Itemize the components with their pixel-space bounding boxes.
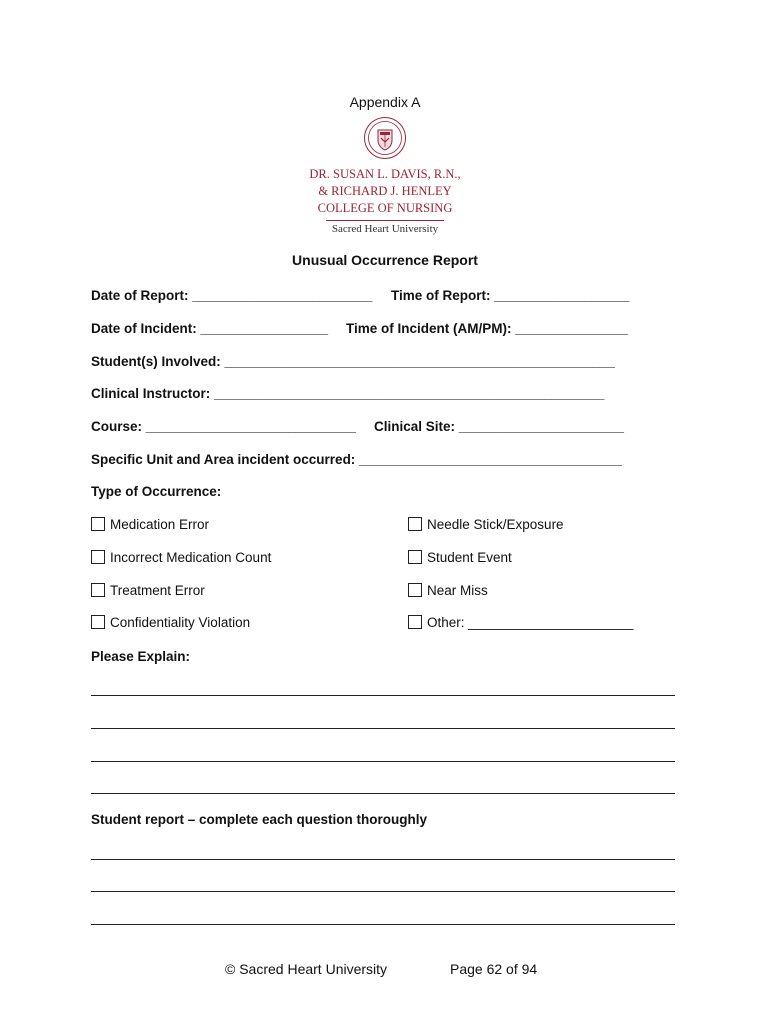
checkbox-confidentiality-violation[interactable] <box>91 615 250 631</box>
clinical-instructor-field[interactable]: Clinical Instructor: ____________________________________________________ <box>91 386 605 401</box>
university-seal-icon <box>363 116 407 160</box>
checkbox-icon[interactable] <box>91 583 105 597</box>
checkbox-needle-stick[interactable] <box>408 517 564 533</box>
checkbox-label: Student Event <box>427 550 512 565</box>
checkbox-student-event[interactable] <box>408 550 512 566</box>
explain-line[interactable] <box>91 793 675 794</box>
date-of-report-field[interactable]: Date of Report: ________________________ <box>91 288 373 303</box>
course-field[interactable]: Course: ____________________________ <box>91 419 356 434</box>
student-report-line[interactable] <box>91 891 675 892</box>
student-report-heading: Student report – complete each question thoroughly <box>91 812 428 827</box>
checkbox-icon[interactable] <box>408 550 422 564</box>
college-line-3: COLLEGE OF NURSING <box>317 201 453 215</box>
checkbox-medication-error[interactable] <box>91 517 209 533</box>
date-of-incident-field[interactable]: Date of Incident: _________________ <box>91 321 329 336</box>
footer-page-number: Page 62 of 94 <box>450 961 538 977</box>
checkbox-icon[interactable] <box>408 615 422 629</box>
appendix-label: Appendix A <box>349 94 421 110</box>
checkbox-label: Incorrect Medication Count <box>110 550 272 565</box>
checkbox-icon[interactable] <box>91 550 105 564</box>
college-name-block <box>0 166 770 236</box>
please-explain-label: Please Explain: <box>91 649 191 664</box>
footer-copyright: © Sacred Heart University <box>225 961 388 977</box>
checkbox-label: Near Miss <box>427 583 488 598</box>
checkbox-label: Needle Stick/Exposure <box>427 517 564 532</box>
checkbox-icon[interactable] <box>91 615 105 629</box>
report-title: Unusual Occurrence Report <box>292 252 478 268</box>
checkbox-label: Treatment Error <box>110 583 205 598</box>
students-involved-field[interactable]: Student(s) Involved: ____________________________________________________ <box>91 354 615 369</box>
college-line-1: DR. SUSAN L. DAVIS, R.N., <box>309 167 461 181</box>
clinical-site-field[interactable]: Clinical Site: ______________________ <box>374 419 624 434</box>
checkbox-label: Other: ______________________ <box>427 615 634 630</box>
university-name: Sacred Heart University <box>331 223 439 235</box>
checkbox-other[interactable] <box>408 615 633 631</box>
time-of-report-field[interactable]: Time of Report: __________________ <box>391 288 630 303</box>
student-report-line[interactable] <box>91 859 675 860</box>
type-of-occurrence-heading: Type of Occurrence: <box>91 484 222 499</box>
explain-line[interactable] <box>91 695 675 696</box>
checkbox-icon[interactable] <box>408 583 422 597</box>
college-line-2: & RICHARD J. HENLEY <box>318 184 452 198</box>
specific-unit-field[interactable]: Specific Unit and Area incident occurred: ___________________________________ <box>91 452 622 467</box>
checkbox-treatment-error[interactable] <box>91 583 205 599</box>
explain-line[interactable] <box>91 728 675 729</box>
checkbox-label: Confidentiality Violation <box>110 615 251 630</box>
checkbox-icon[interactable] <box>91 517 105 531</box>
time-of-incident-field[interactable]: Time of Incident (AM/PM): _______________ <box>346 321 628 336</box>
checkbox-incorrect-medication-count[interactable] <box>91 550 271 566</box>
checkbox-icon[interactable] <box>408 517 422 531</box>
checkbox-near-miss[interactable] <box>408 583 488 599</box>
explain-line[interactable] <box>91 761 675 762</box>
checkbox-label: Medication Error <box>110 517 210 532</box>
student-report-line[interactable] <box>91 924 675 925</box>
college-divider <box>326 220 444 221</box>
